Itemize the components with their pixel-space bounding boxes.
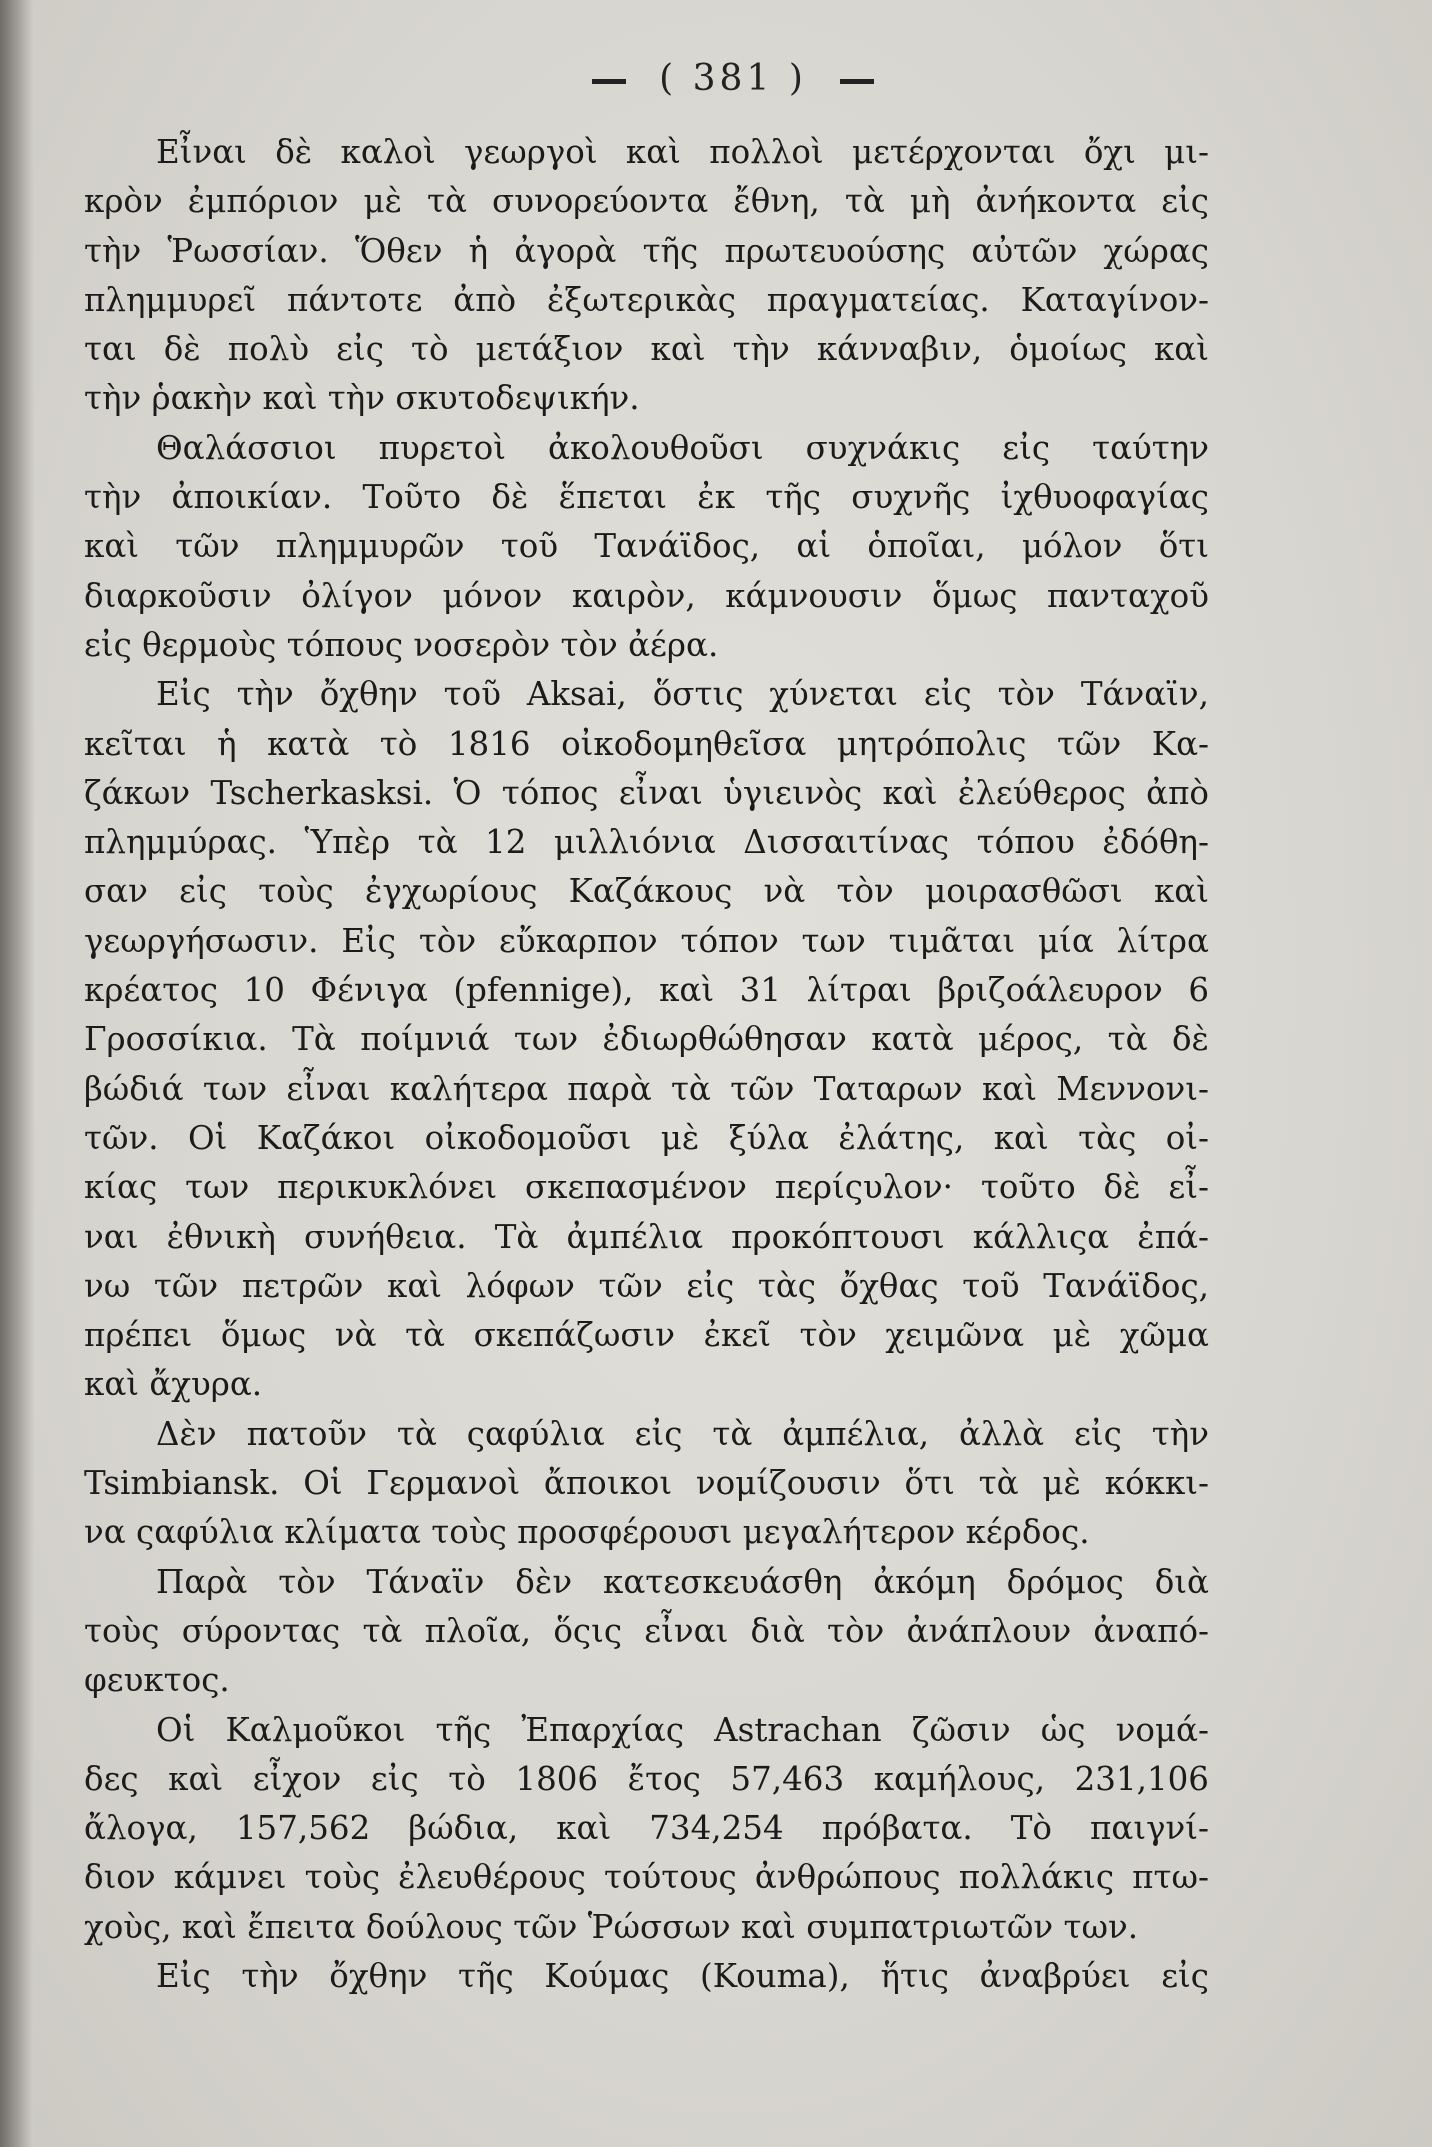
text-line: Tsimbiansk. Οἱ Γερμανοὶ ἄποικοι νομίζουσιν ὅτι τὰ μὲ κόκκι- [84,1464,1209,1503]
text-line: εἰς θερμοὺς τόπους νοσερὸν τὸν ἀέρα. [84,625,719,664]
text-line: Θαλάσσιοι πυρετοὶ ἀκολουθοῦσι συχνάκις εἰς ταύτην [156,428,1209,467]
text-line: Δὲν πατοῦν τὰ ςαφύλια εἰς τὰ ἀμπέλια, ἀλλὰ εἰς τὴν [156,1414,1209,1453]
text-line: πλημμύρας. Ὑπὲρ τὰ 12 μιλλιόνια Δισσαιτίνας τόπου ἐδόθη- [84,823,1209,862]
text-line: τοὺς σύροντας τὰ πλοῖα, ὅςις εἶναι διὰ τὸν ἀνάπλουν ἀναπό- [84,1611,1209,1650]
text-line: κρὸν ἐμπόριον μὲ τὰ συνορεύοντα ἔθνη, τὰ μὴ ἀνήκοντα εἰς [84,182,1209,221]
text-line: πρέπει ὅμως νὰ τὰ σκεπάζωσιν ἐκεῖ τὸν χειμῶνα μὲ χῶμα [84,1316,1209,1355]
text-line: νω τῶν πετρῶν καὶ λόφων τῶν εἰς τὰς ὄχθας τοῦ Τανάϊδος, [84,1266,1209,1305]
page-number: 381 [692,58,774,99]
text-line: τὴν Ῥωσσίαν. Ὅθεν ἡ ἀγορὰ τῆς πρωτευούσης αὐτῶν χώρας [84,231,1209,270]
text-line: Εἰς τὴν ὄχθην τῆς Κούμας (Kouma), ἥτις ἀναβρύει εἰς [156,1956,1209,1995]
text-line: διαρκοῦσιν ὀλίγον μόνον καιρὸν, κάμνουσιν ὅμως πανταχοῦ [84,576,1209,615]
page-body [84,128,1209,2001]
text-line: χοὺς, καὶ ἔπειτα δούλους τῶν Ῥώσσων καὶ συμπατριωτῶν των. [84,1907,1139,1946]
page-number-open-bracket: ( [659,58,678,99]
text-line: ζάκων Tscherkasksi. Ὁ τόπος εἶναι ὑγιεινὸς καὶ ἐλεύθερος ἀπὸ [84,773,1209,812]
paragraph [84,670,1209,1409]
paragraph [84,1410,1209,1558]
text-line: Εἰς τὴν ὄχθην τοῦ Aksai, ὅστις χύνεται εἰς τὸν Τάναϊν, [156,675,1209,714]
text-line: πλημμυρεῖ πάντοτε ἀπὸ ἐξωτερικὰς πραγματείας. Καταγίνον- [84,280,1209,319]
text-line: κεῖται ἡ κατὰ τὸ 1816 οἰκοδομηθεῖσα μητρόπολις τῶν Κα- [84,724,1209,763]
text-line: Παρὰ τὸν Τάναϊν δὲν κατεσκευάσθη ἀκόμη δρόμος διὰ [156,1562,1209,1601]
text-line: φευκτος. [84,1661,230,1700]
text-line: Γροσσίκια. Τὰ ποίμνιά των ἐδιωρθώθησαν κατὰ μέρος, τὰ δὲ [84,1020,1209,1059]
text-line: τῶν. Οἱ Καζάκοι οἰκοδομοῦσι μὲ ξύλα ἐλάτης, καὶ τὰς οἰ- [84,1118,1209,1157]
text-line: κίας των περικυκλόνει σκεπασμένον περίςυλον· τοῦτο δὲ εἶ- [84,1168,1209,1207]
paragraph [84,1706,1209,1952]
text-line: διον κάμνει τοὺς ἐλευθέρους τούτους ἀνθρώπους πολλάκις πτω- [84,1858,1209,1897]
page-header [34,58,1432,99]
paragraph [84,1952,1209,2001]
text-line: σαν εἰς τοὺς ἐγχωρίους Καζάκους νὰ τὸν μοιρασθῶσι καὶ [84,872,1209,911]
text-line: τὴν ἀποικίαν. Τοῦτο δὲ ἕπεται ἐκ τῆς συχνῆς ἰχθυοφαγίας [84,478,1209,517]
text-line: γεωργήσωσιν. Εἰς τὸν εὔκαρπον τόπον των τιμᾶται μία λίτρα [84,921,1209,960]
text-line: ται δὲ πολὺ εἰς τὸ μετάξιον καὶ τὴν κάνναβιν, ὁμοίως καὶ [84,330,1209,369]
text-line: ἄλογα, 157,562 βώδια, καὶ 734,254 πρόβατα. Τὸ παιγνί- [84,1809,1209,1848]
book-binding-edge [0,0,34,2147]
text-line: να ςαφύλια κλίματα τοὺς προσφέρουσι μεγαλήτερον κέρδος. [84,1513,1090,1552]
paragraph [84,128,1209,424]
page-number-close-bracket: ) [788,58,807,99]
text-line: Οἱ Καλμοῦκοι τῆς Ἐπαρχίας Astrachan ζῶσιν ὡς νομά- [156,1710,1209,1749]
paragraph [84,424,1209,670]
header-dash-left [592,79,626,84]
text-line: ναι ἐθνικὴ συνήθεια. Τὰ ἀμπέλια προκόπτουσι κάλλιςα ἐπά- [84,1217,1209,1256]
text-line: καὶ τῶν πλημμυρῶν τοῦ Τανάϊδος, αἱ ὁποῖαι, μόλον ὅτι [84,527,1209,566]
paragraph [84,1558,1209,1706]
text-line: Εἶναι δὲ καλοὶ γεωργοὶ καὶ πολλοὶ μετέρχονται ὄχι μι- [156,133,1209,171]
text-line: τὴν ῥακὴν καὶ τὴν σκυτοδεψικήν. [84,379,640,418]
text-line: δες καὶ εἶχον εἰς τὸ 1806 ἔτος 57,463 καμήλους, 231,106 [84,1759,1209,1798]
text-line: βώδιά των εἶναι καλήτερα παρὰ τὰ τῶν Ταταρων καὶ Μεννονι- [84,1069,1209,1108]
header-dash-right [840,79,874,84]
text-line: καὶ ἄχυρα. [84,1365,263,1404]
book-page [34,0,1432,2147]
text-line: κρέατος 10 Φένιγα (pfennige), καὶ 31 λίτραι βριζοάλευρον 6 [84,971,1209,1010]
